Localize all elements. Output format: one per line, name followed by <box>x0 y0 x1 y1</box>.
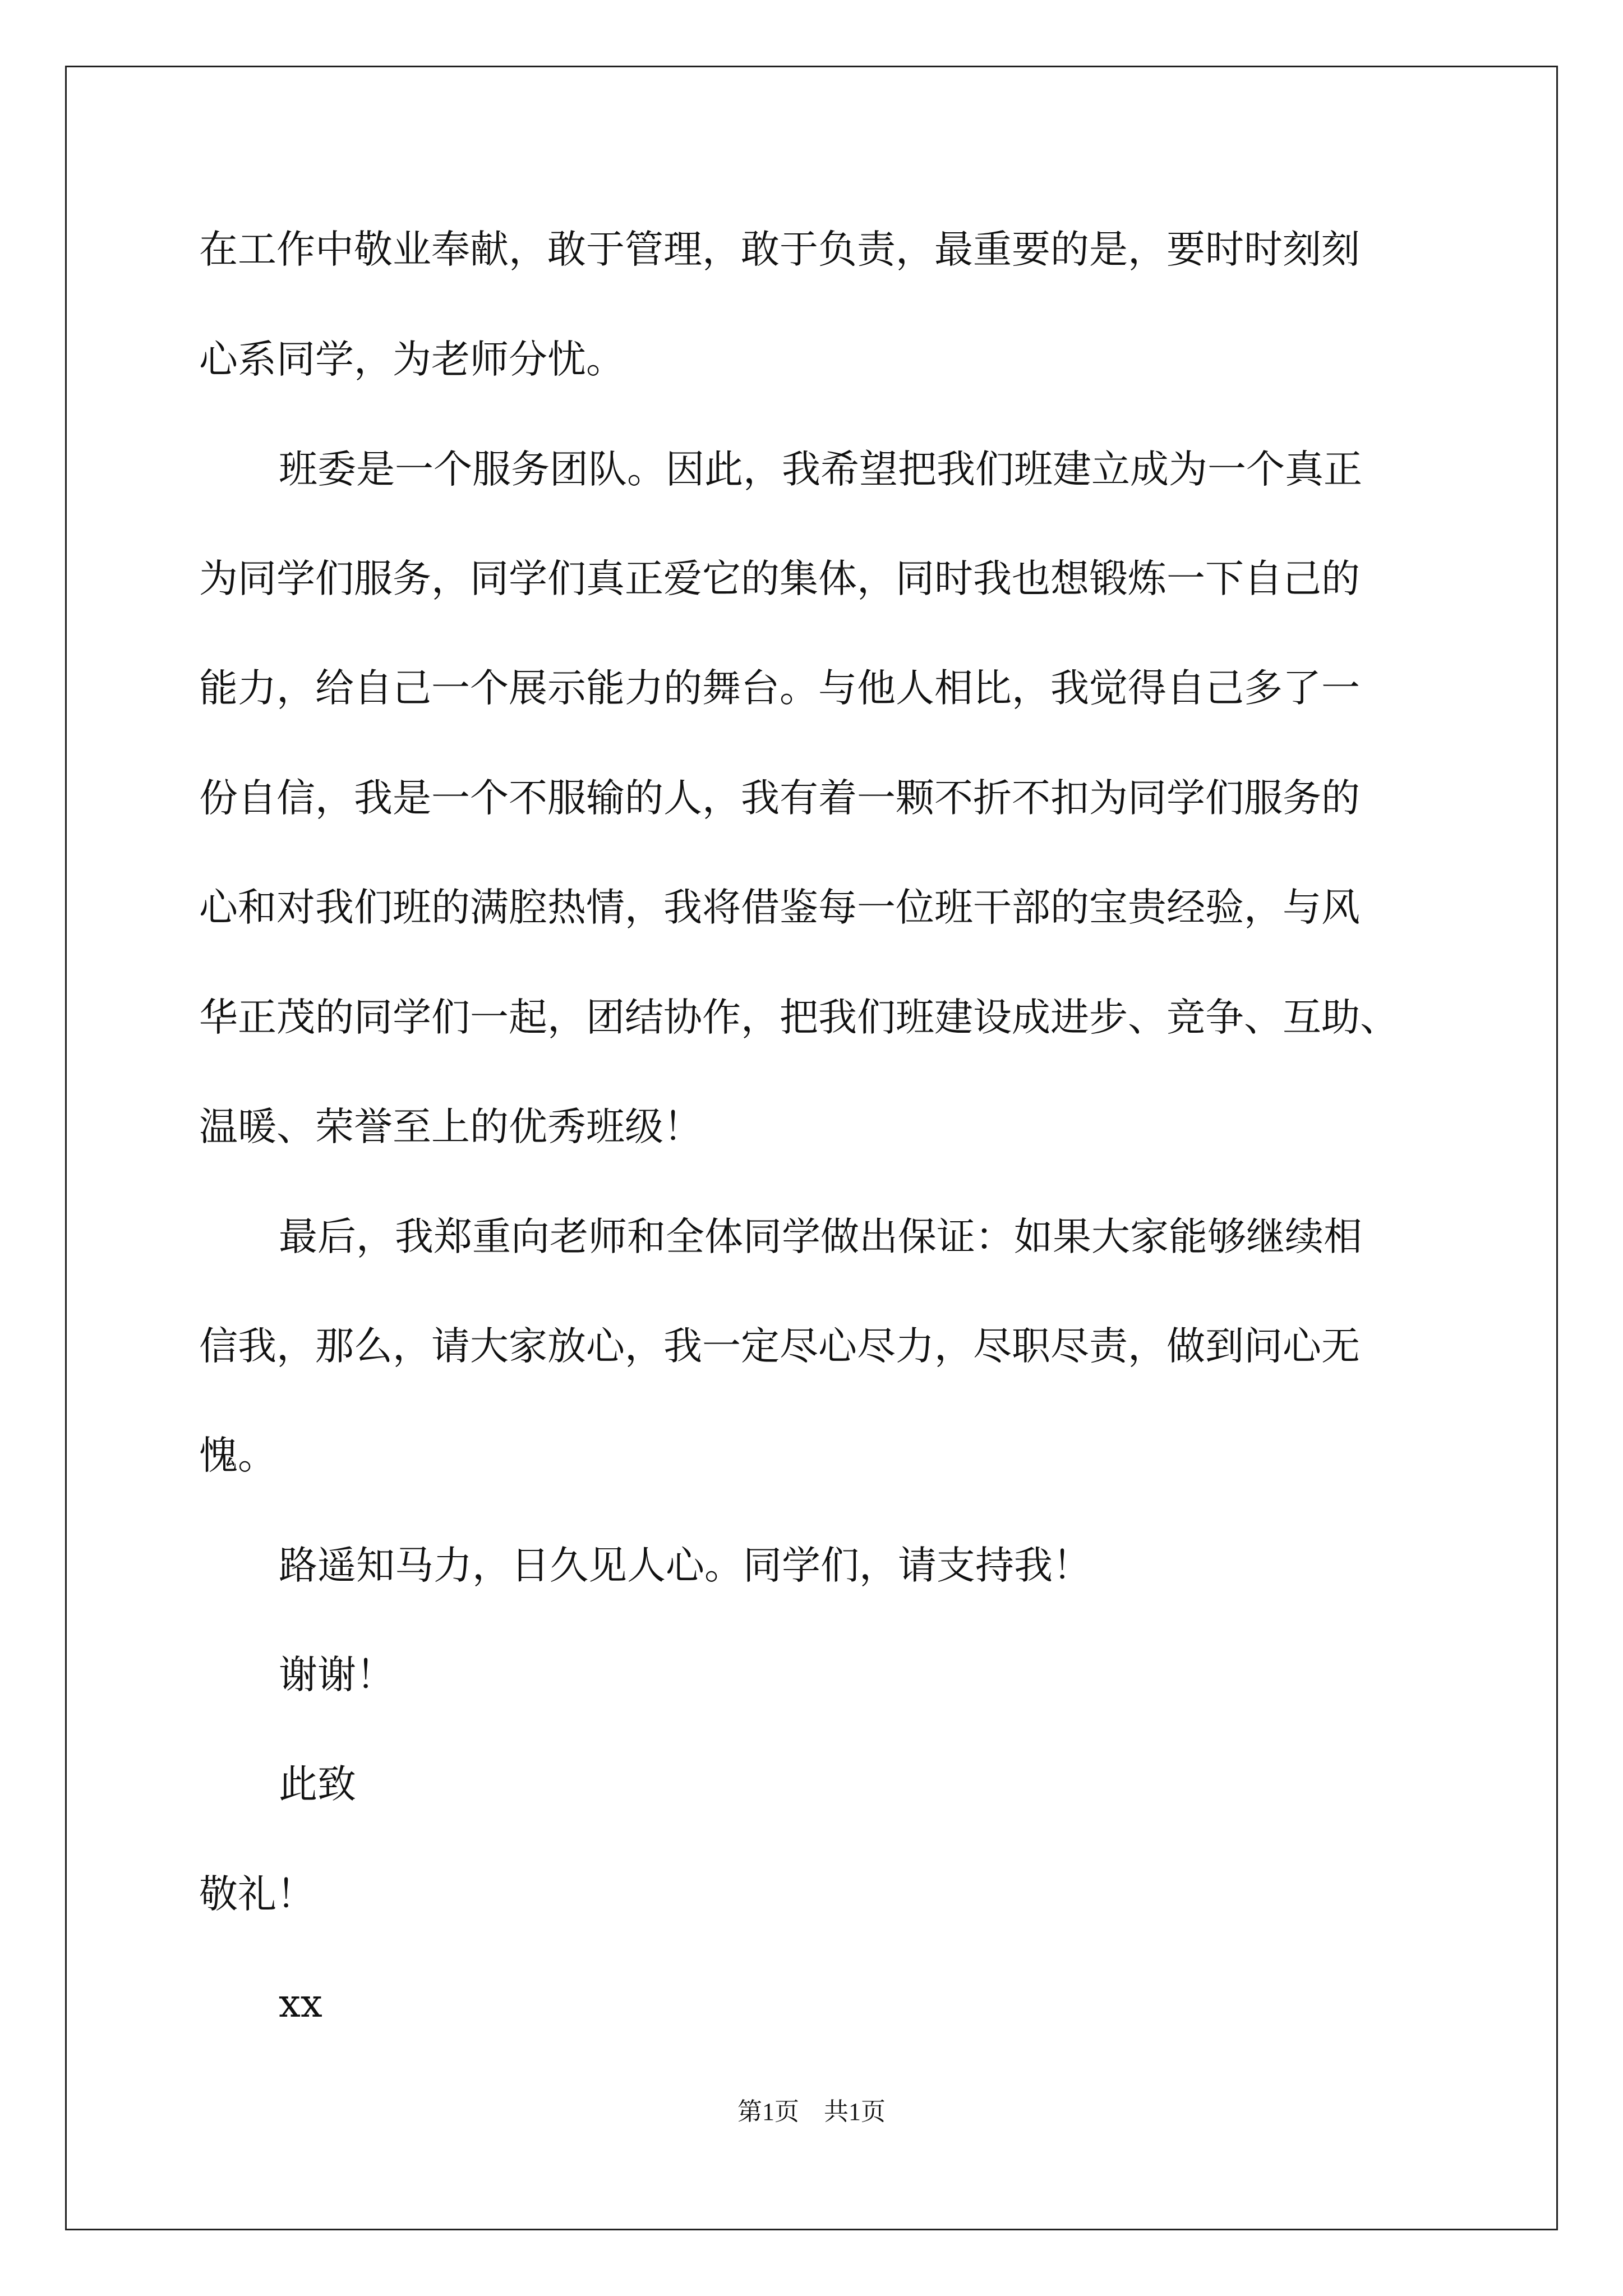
text-line: 谢谢！ <box>279 1653 395 1697</box>
text-line: 班委是一个服务团队。因此，我希望把我们班建立成为一个真正 <box>279 447 1362 492</box>
text-line: 为同学们服务，同学们真正爱它的集体，同时我也想锻炼一下自己的 <box>199 556 1360 601</box>
text-line: 能力，给自己一个展示能力的舞台。与他人相比，我觉得自己多了一 <box>199 666 1360 711</box>
text-line: 此致 <box>279 1762 356 1807</box>
text-line: 最后，我郑重向老师和全体同学做出保证：如果大家能够继续相 <box>279 1214 1362 1259</box>
signature-line: xx <box>279 1981 322 2026</box>
text-line: 信我，那么，请大家放心，我一定尽心尽力，尽职尽责，做到问心无 <box>199 1324 1360 1369</box>
page-footer: 第1页 共1页 <box>737 2098 886 2125</box>
text-line: 在工作中敬业奉献，敢于管理，敢于负责，最重要的是，要时时刻刻 <box>199 227 1360 272</box>
text-line: 份自信，我是一个不服输的人，我有着一颗不折不扣为同学们服务的 <box>199 776 1360 821</box>
text-line: 温暖、荣誉至上的优秀班级！ <box>199 1105 702 1149</box>
text-line: 心系同学，为老师分忧。 <box>199 337 625 382</box>
text-line: 华正茂的同学们一起，团结协作，把我们班建设成进步、竞争、互助、 <box>199 995 1399 1040</box>
text-line: 愧。 <box>199 1433 276 1478</box>
text-line: 敬礼！ <box>199 1872 315 1917</box>
text-line: 心和对我们班的满腔热情，我将借鉴每一位班干部的宝贵经验，与风 <box>199 885 1360 930</box>
text-line: 路遥知马力，日久见人心。同学们，请支持我！ <box>279 1543 1091 1588</box>
